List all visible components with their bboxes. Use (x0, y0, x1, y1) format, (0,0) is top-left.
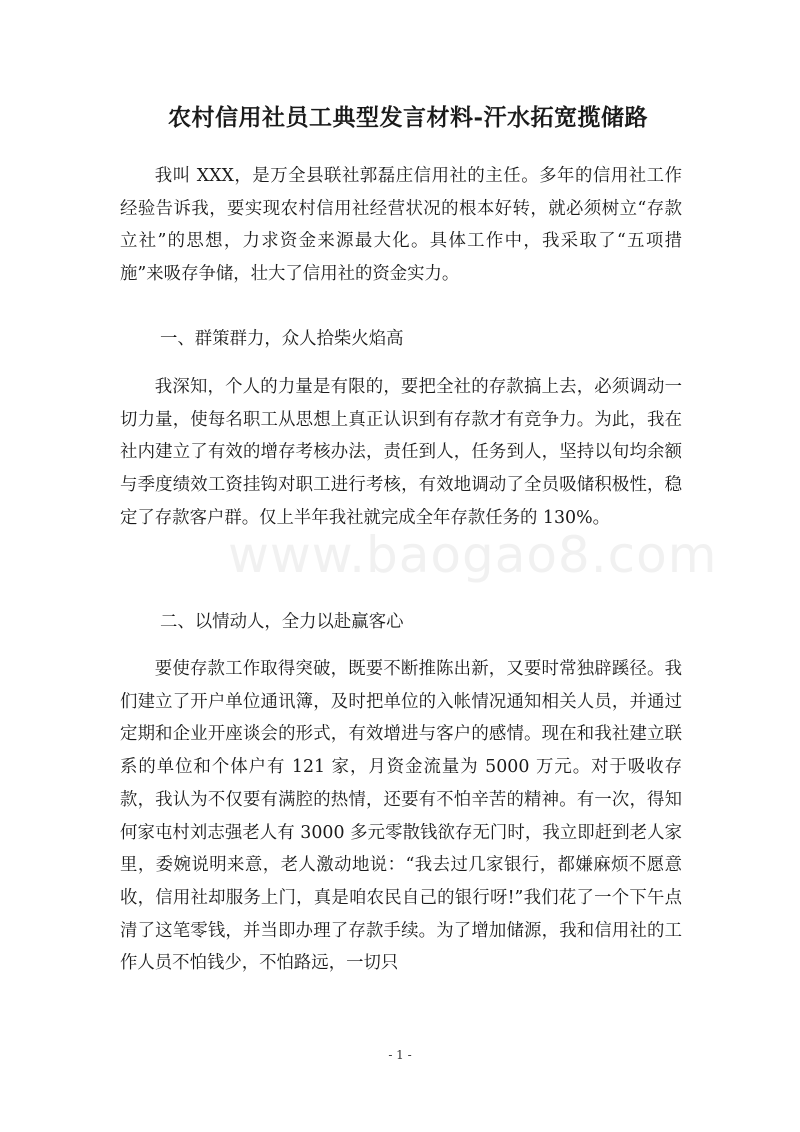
section-heading-1: 一、群策群力，众人拾柴火焰高 (160, 329, 404, 349)
section-heading-2: 二、以情动人，全力以赴赢客心 (160, 612, 404, 632)
page-number: - 1 - (388, 1048, 412, 1062)
section-2-paragraph: 要使存款工作取得突破，既要不断推陈出新，又要时常独辟蹊径。我们建立了开户单位通讯簿，及时把单位的入帐情况通知相关人员，并通过定期和企业开座谈会的形式，有效增进与客户的感情。现在和我社建立联系的单位和个体户有 121 家，月资金流量为 5000 万元。对于吸收存款，我认为不仅要有满腔的热情，还要有不怕辛苦的精神。有一次，得知何家屯村刘志强老人有 3000 多元零散钱欲存无门时，我立即赶到老人家里，委婉说明来意，老人激动地说：“我去过几家银行，都嫌麻烦不愿意收，信用社却服务上门，真是咱农民自己的银行呀!”我们花了一个下午点清了这笔零钱，并当即办理了存款手续。为了增加储源，我和信用社的工作人员不怕钱少，不怕路远，一切只 (120, 659, 682, 974)
section-1-paragraph: 我深知，个人的力量是有限的，要把全社的存款搞上去，必须调动一切力量，使每名职工从思想上真正认识到有存款才有竞争力。为此，我在社内建立了有效的增存考核办法，责任到人，任务到人，坚持以旬均余额与季度绩效工资挂钩对职工进行考核，有效地调动了全员吸储积极性，稳定了存款客户群。仅上半年我社就完成全年存款任务的 130%。 (120, 377, 682, 528)
document-title: 农村信用社员工典型发言材料-汗水拓宽揽储路 (168, 104, 649, 131)
watermark: www.baogao8.com (228, 526, 718, 584)
intro-paragraph: 我叫 XXX，是万全县联社郭磊庄信用社的主任。多年的信用社工作经验告诉我，要实现农村信用社经营状况的根本好转，就必须树立“存款立社”的思想，力求资金来源最大化。具体工作中，我采取了“五项措施”来吸存争储，壮大了信用社的资金实力。 (120, 166, 682, 285)
